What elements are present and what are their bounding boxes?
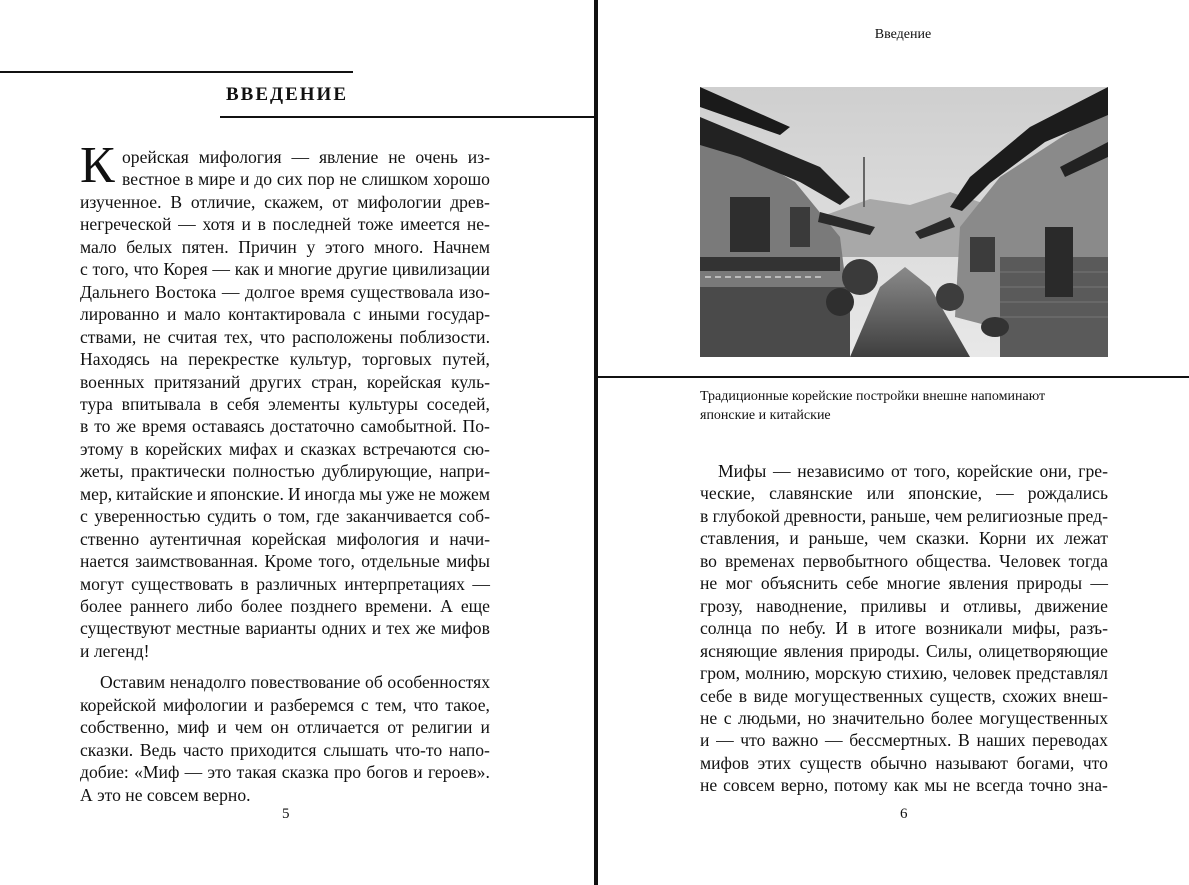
text-line: в глубокой древности, раньше, чем религиозные пред- (700, 505, 1108, 526)
text-line: Мифы — независимо от того, корейские они, гре- (718, 461, 1108, 481)
text-line: с уверенностью судить о том, где заканчивается соб- (80, 506, 490, 527)
text-line: жеты, практически полностью дублирующие, напри- (80, 461, 490, 482)
photo-caption-line-2: японские и китайские (700, 408, 831, 423)
text-line: корейской мифологии и разберемся с тем, что такое, (80, 694, 490, 715)
right-page (598, 0, 1189, 885)
caption-rule (598, 376, 1189, 378)
text-line: ствами, не считая тех, что расположены поблизости. (80, 326, 490, 347)
text-line: не мог объяснить себе многие явления природы — (700, 573, 1108, 594)
text-line: ясняющие явления природы. Силы, олицетворяющие (700, 640, 1108, 661)
text-line: собственно, миф и чем он отличается от религии и (80, 717, 490, 738)
chapter-title: ВВЕДЕНИЕ (226, 84, 348, 105)
text-line: ставления, и раньше, чем сказки. Корни их лежат (700, 528, 1108, 549)
text-line: себе в виде могущественных существ, схожих внеш- (700, 685, 1108, 706)
text-line: ственно аутентичная корейская мифология и начи- (80, 528, 490, 549)
text-line: А это не совсем верно. (80, 784, 251, 805)
text-line: нается заимствованная. Кроме того, отдельные мифы (80, 551, 490, 572)
text-line: вестное в мире и до сих пор не слишком хорошо (122, 169, 490, 190)
text-line: ческие, славянские или японские, — рождались (700, 483, 1108, 504)
text-line: гром, молнию, морскую стихию, человек представлял (700, 663, 1108, 684)
photo-caption-line-1: Традиционные корейские постройки внешне напоминают (700, 389, 1046, 404)
text-line: более раннего либо более позднего времени. А еще (80, 596, 490, 616)
text-line: грозу, наводнение, приливы и отливы, движение (700, 595, 1108, 616)
text-line: в то же время оставаясь достаточно самобытной. По- (80, 416, 490, 437)
text-line: Оставим ненадолго повествование об особенностях (100, 672, 490, 693)
page-number-left: 5 (282, 806, 290, 822)
text-line: этому в корейских мифах и сказках встречаются сю- (80, 438, 490, 459)
text-line: тура впитывала в себя элементы культуры соседей, (80, 393, 490, 414)
text-line: добие: «Миф — это такая сказка про богов и героев». (80, 762, 490, 783)
text-line: мер, китайские и японские. И иногда мы уже не можем (80, 483, 490, 504)
text-line: с того, что Корея — как и многие другие цивилизации (80, 259, 490, 280)
chapter-bottom-rule (220, 116, 594, 118)
text-line: Дальнего Востока — долгое время существовала изо- (80, 281, 490, 302)
text-line: военных притязаний других стран, корейская куль- (80, 371, 490, 392)
text-line: изученное. В отличие, скажем, от мифологии древ- (80, 191, 490, 212)
text-line: и — что важно — бессмертных. В наших переводах (700, 730, 1108, 751)
chapter-top-rule (0, 71, 353, 73)
text-line: негреческой — хотя и в последней тоже имеется не- (80, 214, 490, 235)
text-line: мало белых пятен. Причин у этого много. Начнем (80, 236, 490, 257)
drop-cap: К (80, 137, 115, 194)
text-line: не с людьми, но значительно более могущественных (700, 707, 1108, 728)
hanok-street-photo (700, 87, 1108, 357)
text-line: во временах первобытного общества. Человек тогда (700, 550, 1108, 571)
text-line: и легенд! (80, 640, 150, 661)
text-line: солнца по небу. И в итоге возникали мифы, разъ- (700, 618, 1108, 639)
text-line: сказки. Ведь часто приходится слышать что-то напо- (80, 739, 490, 760)
photo-illustration (700, 87, 1108, 357)
left-page (0, 0, 594, 885)
page-number-right: 6 (900, 806, 908, 822)
text-line: могут существовать в различных интерпретациях — (80, 573, 490, 594)
text-line: лированно и мало контактировала с иными государ- (80, 304, 490, 325)
text-line: не совсем верно, потому как мы не всегда точно зна- (700, 775, 1108, 796)
text-line: орейская мифология — явление не очень из- (122, 147, 490, 167)
text-line: существуют местные варианты одних и тех же мифов (80, 618, 490, 639)
running-head: Введение (874, 27, 932, 42)
text-line: Находясь на перекрестке культур, торговых путей, (80, 349, 490, 370)
text-line: мифов этих существ обычно называют богами, что (700, 752, 1108, 773)
